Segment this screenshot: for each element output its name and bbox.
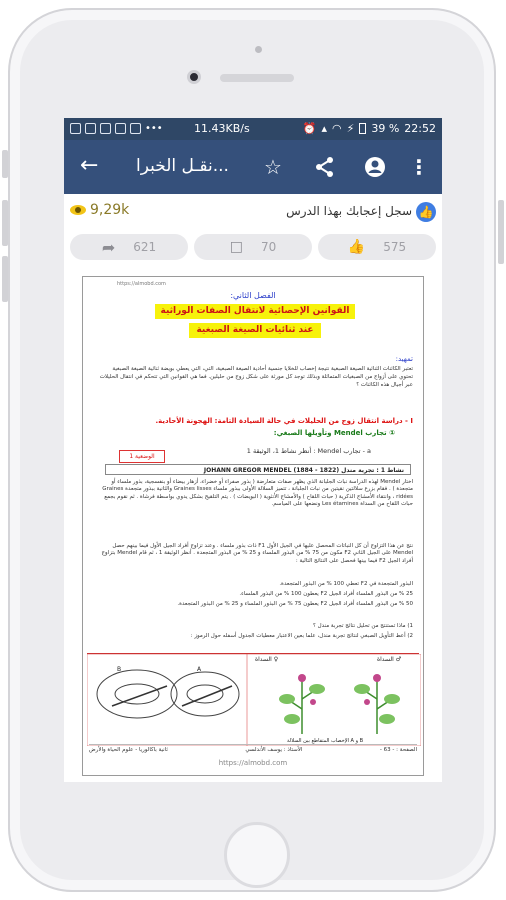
comment-icon: □ — [229, 239, 243, 255]
app-screen — [64, 118, 442, 782]
volume-down-button[interactable] — [2, 256, 8, 302]
section-heading: I - دراسة انتقال زوج من الحليلات في حالة السيادة التامة: الهجونة الأحادية. — [155, 417, 413, 425]
doc-source-url: https://almobd.com — [117, 281, 166, 287]
result-item: البذور المتجعدة في F2 تعطي 100 % من البذور المتجعدة. — [279, 581, 413, 587]
figure-label: السداة ♂ — [377, 656, 402, 663]
comment-count: 70 — [260, 240, 277, 254]
views-counter — [70, 202, 129, 218]
footer-course: ثانية باكالوريا - علوم الحياة والأرض — [89, 747, 168, 753]
subsection-heading: ① تجارب Mendel وتأويلها الصبغي: — [273, 429, 395, 437]
question-item: 2) أعط التأويل الصبغي لنتائج تجربة مندل، علما بعين الاعتبار معطيات الجدول أسفله حول الرموز : — [190, 633, 413, 639]
clock: 22:52 — [404, 122, 436, 135]
chapter-heading: الفصل الثاني: — [230, 291, 276, 300]
footer-teacher: الأستاذ : يوسف الأندلسي — [245, 747, 303, 753]
charging-icon: ⚡ — [346, 122, 355, 135]
lesson-document — [82, 276, 424, 776]
star-icon[interactable]: ☆ — [264, 155, 282, 179]
thumbs-up-icon: 👍 — [347, 239, 366, 255]
network-speed: 11.43KB/s — [194, 122, 250, 135]
front-camera-icon — [187, 70, 201, 84]
figure-label: B — [117, 666, 122, 673]
like-count: 575 — [383, 240, 407, 254]
comments-button[interactable] — [194, 234, 312, 260]
shield-icon — [100, 123, 111, 134]
result-item: 25 % من البذور الملساء أفراد الجيل F2 يعطون 100 % من البذور الملساء. — [239, 591, 413, 597]
figure-caption: الإخصاب المتقاطع بين السلالة A و B — [287, 738, 364, 744]
mendel-figure — [87, 654, 421, 746]
unit-tag: الوضعية 1 — [119, 450, 165, 463]
section-a: a - تجارب Mendel : أنظر نشاط 1، الوثيقة 1 — [246, 447, 371, 455]
earpiece-speaker — [220, 74, 294, 82]
intro-text: تعتبر الكائنات الثنائية الصيغة الصبغية نتيجة إخصاب للخلايا جنسية أحادية الصيغة الصبغية، التي، التي يعطي بويضة ثنائية الصيغة الصبغية تحتوي على أزواج من الصبغيات المتماثلة وبذلك توجد كل مورثة على شكل زوج من حليلين. فما هي القوانين التي تتحكم في انتقال الحليلات عبر أجيال هذه الكائنات ؟ — [99, 366, 413, 388]
share-count-button[interactable] — [70, 234, 188, 260]
like-prompt[interactable]: سجل إعجابك بهذا الدرس — [286, 204, 412, 218]
result-item: 50 % من البذور الملساء أفراد الجيل F2 يعطون 75 % من البذور الملساء و 25 % من البذور المتجعدة. — [177, 601, 413, 607]
home-button[interactable] — [224, 822, 290, 888]
eye-icon — [70, 205, 86, 215]
camera-icon — [85, 123, 96, 134]
figure-area — [87, 653, 419, 746]
app-toolbar — [64, 140, 442, 194]
lesson-title: نقـل الخبرا... — [136, 156, 229, 176]
thumbs-up-badge-icon[interactable]: 👍 — [416, 202, 436, 222]
mute-switch[interactable] — [2, 150, 8, 178]
battery-icon — [359, 123, 366, 134]
arrow-back-icon[interactable]: ← — [80, 153, 99, 178]
footer-page: الصفحة : - 63 - — [379, 747, 417, 753]
battery-level: 39 % — [371, 122, 400, 135]
alarm-icon: ⏰ — [302, 122, 317, 135]
sensor-dot — [255, 46, 262, 53]
share-arrow-icon: ➦ — [101, 237, 116, 257]
more-dots-icon: ••• — [145, 123, 163, 134]
question-item: 1) ماذا تستنتج من تحليل نتائج تجربة مندل ؟ — [312, 623, 413, 629]
views-count: 9,29k — [90, 202, 130, 218]
share-icon[interactable] — [310, 152, 340, 182]
doc-title-line1: القوانين الإحصائية لانتقال الصفات الوراثية — [155, 304, 355, 319]
intro-heading: تمهيد: — [395, 355, 413, 363]
status-right — [303, 122, 436, 135]
account-icon[interactable] — [360, 152, 390, 182]
notification-icons — [70, 123, 163, 134]
activity-bar: نشاط 1 : تجربة مندل (1822 - 1884) JOHANN GREGOR MENDEL — [105, 464, 411, 475]
cloud-icon — [130, 123, 141, 134]
figure-label: السداة ♀ — [255, 656, 279, 663]
doc-bottom-url: https://almobd.com — [218, 759, 288, 767]
doc-title-line2: عند ثنائيات الصيغة الصبغية — [189, 323, 321, 338]
power-button[interactable] — [498, 200, 504, 264]
figure-label: A — [197, 666, 202, 673]
action-row — [64, 234, 442, 262]
results-paragraph: نتج عن هذا التزاوج أن كل النباتات المحصل عليها في الجيل الأول F1 ذات بذور ملساء . وعند تزاوج أفراد الجيل الأول فيما بينهم حصل Mendel على الجيل الثاني F2 مكون من 75 % من البذور الملساء و 25 % من البذور المتجعدة . أنظر الوثيقة 1 ، ثم قام Mendel بتزاوج أفراد الجيل F2 فيما بينها فحصل على النتائج التالية : — [101, 543, 413, 564]
wifi-icon: ◠ — [332, 122, 342, 135]
gallery-icon — [70, 123, 81, 134]
likes-button[interactable] — [318, 234, 436, 260]
status-bar — [64, 118, 442, 140]
play-store-icon — [115, 123, 126, 134]
stats-row — [64, 198, 442, 226]
experiment-paragraph: اختار Mendel لهذه الدراسة نبات الجلبانة الذي يظهر صفات متعارضة ( بذور صفراء أو خضراء، أزهار بيضاء أو بنفسجية، بذور ملساء أو متجعدة ) . فقام بزرع سلالتين نقيتين من نبات الجلبانة ، تتميز السلالة الأولى ببذور ملساء Graines lisses والثانية ببذور متجعدة Graines ridées ، وانتقاء الأمشاج الذكرية ( حبات اللقاح ) والأمشاج الأنثوية ( البويضات ) . يتم التلقيح بشكل يدوي بواسطة فرشاة . ثم نقوم بجمع حبات اللقاح من السداة Les étamines ونضعها على المياسم. — [102, 479, 413, 508]
more-vertical-icon[interactable]: ⋮ — [409, 155, 429, 179]
signal-icon: ▴ — [321, 122, 327, 135]
doc-footer — [89, 744, 417, 759]
share-count: 621 — [133, 240, 157, 254]
volume-up-button[interactable] — [2, 200, 8, 246]
